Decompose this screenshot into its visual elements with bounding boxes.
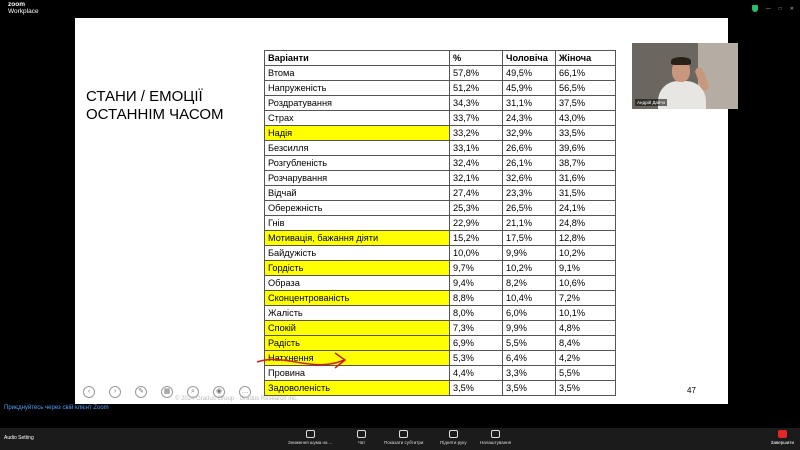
row-label-cell: Радість [265, 336, 450, 351]
cc-icon [399, 430, 408, 438]
row-label-cell: Натхнення [265, 351, 450, 366]
table-row [265, 261, 616, 276]
chat-label: Чат [357, 440, 366, 445]
row-female-cell: 66,1% [556, 66, 616, 81]
show-captions-button[interactable] [384, 430, 423, 445]
slide-title-line1: СТАНИ / ЕМОЦІЇ [86, 88, 203, 105]
raise-hand-label: Підняти руку [440, 440, 467, 445]
table-header-row [265, 51, 616, 66]
row-percent-cell: 10,0% [450, 246, 503, 261]
row-male-cell: 6,4% [503, 351, 556, 366]
row-label-cell: Гнів [265, 216, 450, 231]
row-male-cell: 26,5% [503, 201, 556, 216]
end-meeting-label: Завершити [770, 440, 794, 445]
row-female-cell: 37,5% [556, 96, 616, 111]
row-female-cell: 10,6% [556, 276, 616, 291]
table-row [265, 141, 616, 156]
table-row [265, 201, 616, 216]
row-label-cell: Провина [265, 366, 450, 381]
row-male-cell: 5,5% [503, 336, 556, 351]
table-row [265, 171, 616, 186]
slide-copyright: © 2024 Gradus Group · Gradus Research Inc. [175, 396, 298, 402]
row-female-cell: 3,5% [556, 381, 616, 396]
table-row [265, 111, 616, 126]
shared-slide [75, 18, 728, 404]
table-row [265, 291, 616, 306]
slide-title-line2: ОСТАННІМ ЧАСОМ [86, 106, 224, 123]
row-female-cell: 9,1% [556, 261, 616, 276]
settings-label: Налаштування [480, 440, 512, 445]
row-label-cell: Сконцентрованість [265, 291, 450, 306]
row-percent-cell: 33,2% [450, 126, 503, 141]
shield-icon[interactable] [752, 5, 758, 12]
row-male-cell: 32,6% [503, 171, 556, 186]
row-percent-cell: 33,1% [450, 141, 503, 156]
row-female-cell: 31,6% [556, 171, 616, 186]
grid-icon[interactable]: ▦ [161, 386, 173, 398]
row-female-cell: 10,1% [556, 306, 616, 321]
row-male-cell: 10,4% [503, 291, 556, 306]
raise-hand-button[interactable] [440, 430, 467, 445]
row-label-cell: Роздратування [265, 96, 450, 111]
row-male-cell: 8,2% [503, 276, 556, 291]
prev-slide-icon[interactable]: ‹ [83, 386, 95, 398]
row-percent-cell: 33,7% [450, 111, 503, 126]
row-male-cell: 9,9% [503, 246, 556, 261]
end-meeting-button[interactable] [771, 430, 794, 445]
table-row [265, 276, 616, 291]
row-percent-cell: 3,5% [450, 381, 503, 396]
next-slide-icon[interactable]: › [109, 386, 121, 398]
row-percent-cell: 9,7% [450, 261, 503, 276]
end-call-icon [778, 430, 787, 438]
audio-setting-button[interactable]: Audio Setting [4, 435, 34, 441]
table-row [265, 306, 616, 321]
pointer-icon[interactable]: ◉ [213, 386, 225, 398]
chat-button[interactable] [357, 430, 366, 445]
row-male-cell: 31,1% [503, 96, 556, 111]
more-icon[interactable]: … [239, 386, 251, 398]
row-female-cell: 8,4% [556, 336, 616, 351]
table-row [265, 231, 616, 246]
row-female-cell: 4,2% [556, 351, 616, 366]
col-header-percent: % [450, 51, 503, 66]
headphones-icon [306, 430, 315, 438]
hand-icon [449, 430, 458, 438]
row-female-cell: 33,5% [556, 126, 616, 141]
row-label-cell: Задоволеність [265, 381, 450, 396]
row-male-cell: 9,9% [503, 321, 556, 336]
row-male-cell: 32,9% [503, 126, 556, 141]
row-male-cell: 6,0% [503, 306, 556, 321]
row-label-cell: Безсилля [265, 141, 450, 156]
noise-suppression-label: Зниження шума на ... [288, 440, 333, 445]
row-male-cell: 10,2% [503, 261, 556, 276]
row-percent-cell: 8,0% [450, 306, 503, 321]
row-male-cell: 26,6% [503, 141, 556, 156]
gear-icon [491, 430, 500, 438]
slide-title [86, 88, 224, 124]
row-percent-cell: 7,3% [450, 321, 503, 336]
row-label-cell: Мотивація, бажання діяти [265, 231, 450, 246]
row-label-cell: Байдужість [265, 246, 450, 261]
row-percent-cell: 5,3% [450, 351, 503, 366]
row-label-cell: Обережність [265, 201, 450, 216]
row-percent-cell: 57,8% [450, 66, 503, 81]
col-header-male: Чоловіча [503, 51, 556, 66]
video-person-hair [671, 57, 691, 65]
row-percent-cell: 6,9% [450, 336, 503, 351]
row-female-cell: 7,2% [556, 291, 616, 306]
row-label-cell: Розгубленість [265, 156, 450, 171]
row-percent-cell: 25,3% [450, 201, 503, 216]
row-female-cell: 56,5% [556, 81, 616, 96]
row-female-cell: 24,8% [556, 216, 616, 231]
table-row [265, 156, 616, 171]
row-label-cell: Надія [265, 126, 450, 141]
row-male-cell: 23,3% [503, 186, 556, 201]
row-percent-cell: 22,9% [450, 216, 503, 231]
slide-page-number: 47 [687, 386, 696, 395]
row-male-cell: 26,1% [503, 156, 556, 171]
row-percent-cell: 34,3% [450, 96, 503, 111]
table-row [265, 186, 616, 201]
row-female-cell: 39,6% [556, 141, 616, 156]
row-percent-cell: 4,4% [450, 366, 503, 381]
row-percent-cell: 32,1% [450, 171, 503, 186]
red-arrow-annotation [255, 348, 350, 378]
row-label-cell: Спокій [265, 321, 450, 336]
table-row [265, 216, 616, 231]
pen-icon[interactable]: ✎ [135, 386, 147, 398]
table-row [265, 381, 616, 396]
row-percent-cell: 51,2% [450, 81, 503, 96]
row-female-cell: 10,2% [556, 246, 616, 261]
row-male-cell: 49,5% [503, 66, 556, 81]
row-female-cell: 43,0% [556, 111, 616, 126]
col-header-options: Варіанти [265, 51, 450, 66]
show-captions-label: Показати субтитри [384, 440, 424, 445]
table-row [265, 126, 616, 141]
row-percent-cell: 8,8% [450, 291, 503, 306]
row-label-cell: Втома [265, 66, 450, 81]
noise-suppression-button[interactable] [288, 430, 333, 445]
join-client-link[interactable]: Приєднуйтесь через свій клієнт Zoom [4, 405, 109, 411]
table-row [265, 96, 616, 111]
row-male-cell: 3,3% [503, 366, 556, 381]
row-percent-cell: 9,4% [450, 276, 503, 291]
row-female-cell: 4,8% [556, 321, 616, 336]
row-male-cell: 24,3% [503, 111, 556, 126]
window-controls [752, 5, 794, 12]
table-row [265, 246, 616, 261]
row-label-cell: Образа [265, 276, 450, 291]
row-female-cell: 5,5% [556, 366, 616, 381]
row-male-cell: 3,5% [503, 381, 556, 396]
row-female-cell: 31,5% [556, 186, 616, 201]
row-percent-cell: 32,4% [450, 156, 503, 171]
row-label-cell: Розчарування [265, 171, 450, 186]
row-male-cell: 17,5% [503, 231, 556, 246]
row-female-cell: 12,8% [556, 231, 616, 246]
table-row [265, 321, 616, 336]
participant-name: Андрій Дайчо [637, 100, 666, 105]
minimize-icon[interactable]: — [765, 5, 771, 12]
brand-workplace: Workplace [8, 8, 39, 15]
participant-video[interactable] [632, 43, 738, 109]
row-label-cell: Напруженість [265, 81, 450, 96]
col-header-female: Жіноча [556, 51, 616, 66]
close-icon[interactable]: ✕ [789, 5, 794, 12]
table-row [265, 66, 616, 81]
emotions-table [264, 50, 616, 396]
row-label-cell: Жалість [265, 306, 450, 321]
app-brand [8, 1, 39, 15]
chat-icon [357, 430, 366, 438]
row-percent-cell: 27,4% [450, 186, 503, 201]
row-female-cell: 24,1% [556, 201, 616, 216]
brand-zoom: zoom [8, 1, 25, 8]
row-male-cell: 45,9% [503, 81, 556, 96]
row-percent-cell: 15,2% [450, 231, 503, 246]
row-female-cell: 38,7% [556, 156, 616, 171]
search-icon[interactable]: ⌕ [187, 386, 199, 398]
row-label-cell: Страх [265, 111, 450, 126]
meeting-toolbar [0, 428, 800, 450]
table-row [265, 81, 616, 96]
settings-button[interactable] [480, 430, 511, 445]
maximize-icon[interactable]: □ [778, 5, 782, 12]
row-label-cell: Відчай [265, 186, 450, 201]
row-label-cell: Гордість [265, 261, 450, 276]
row-male-cell: 21,1% [503, 216, 556, 231]
